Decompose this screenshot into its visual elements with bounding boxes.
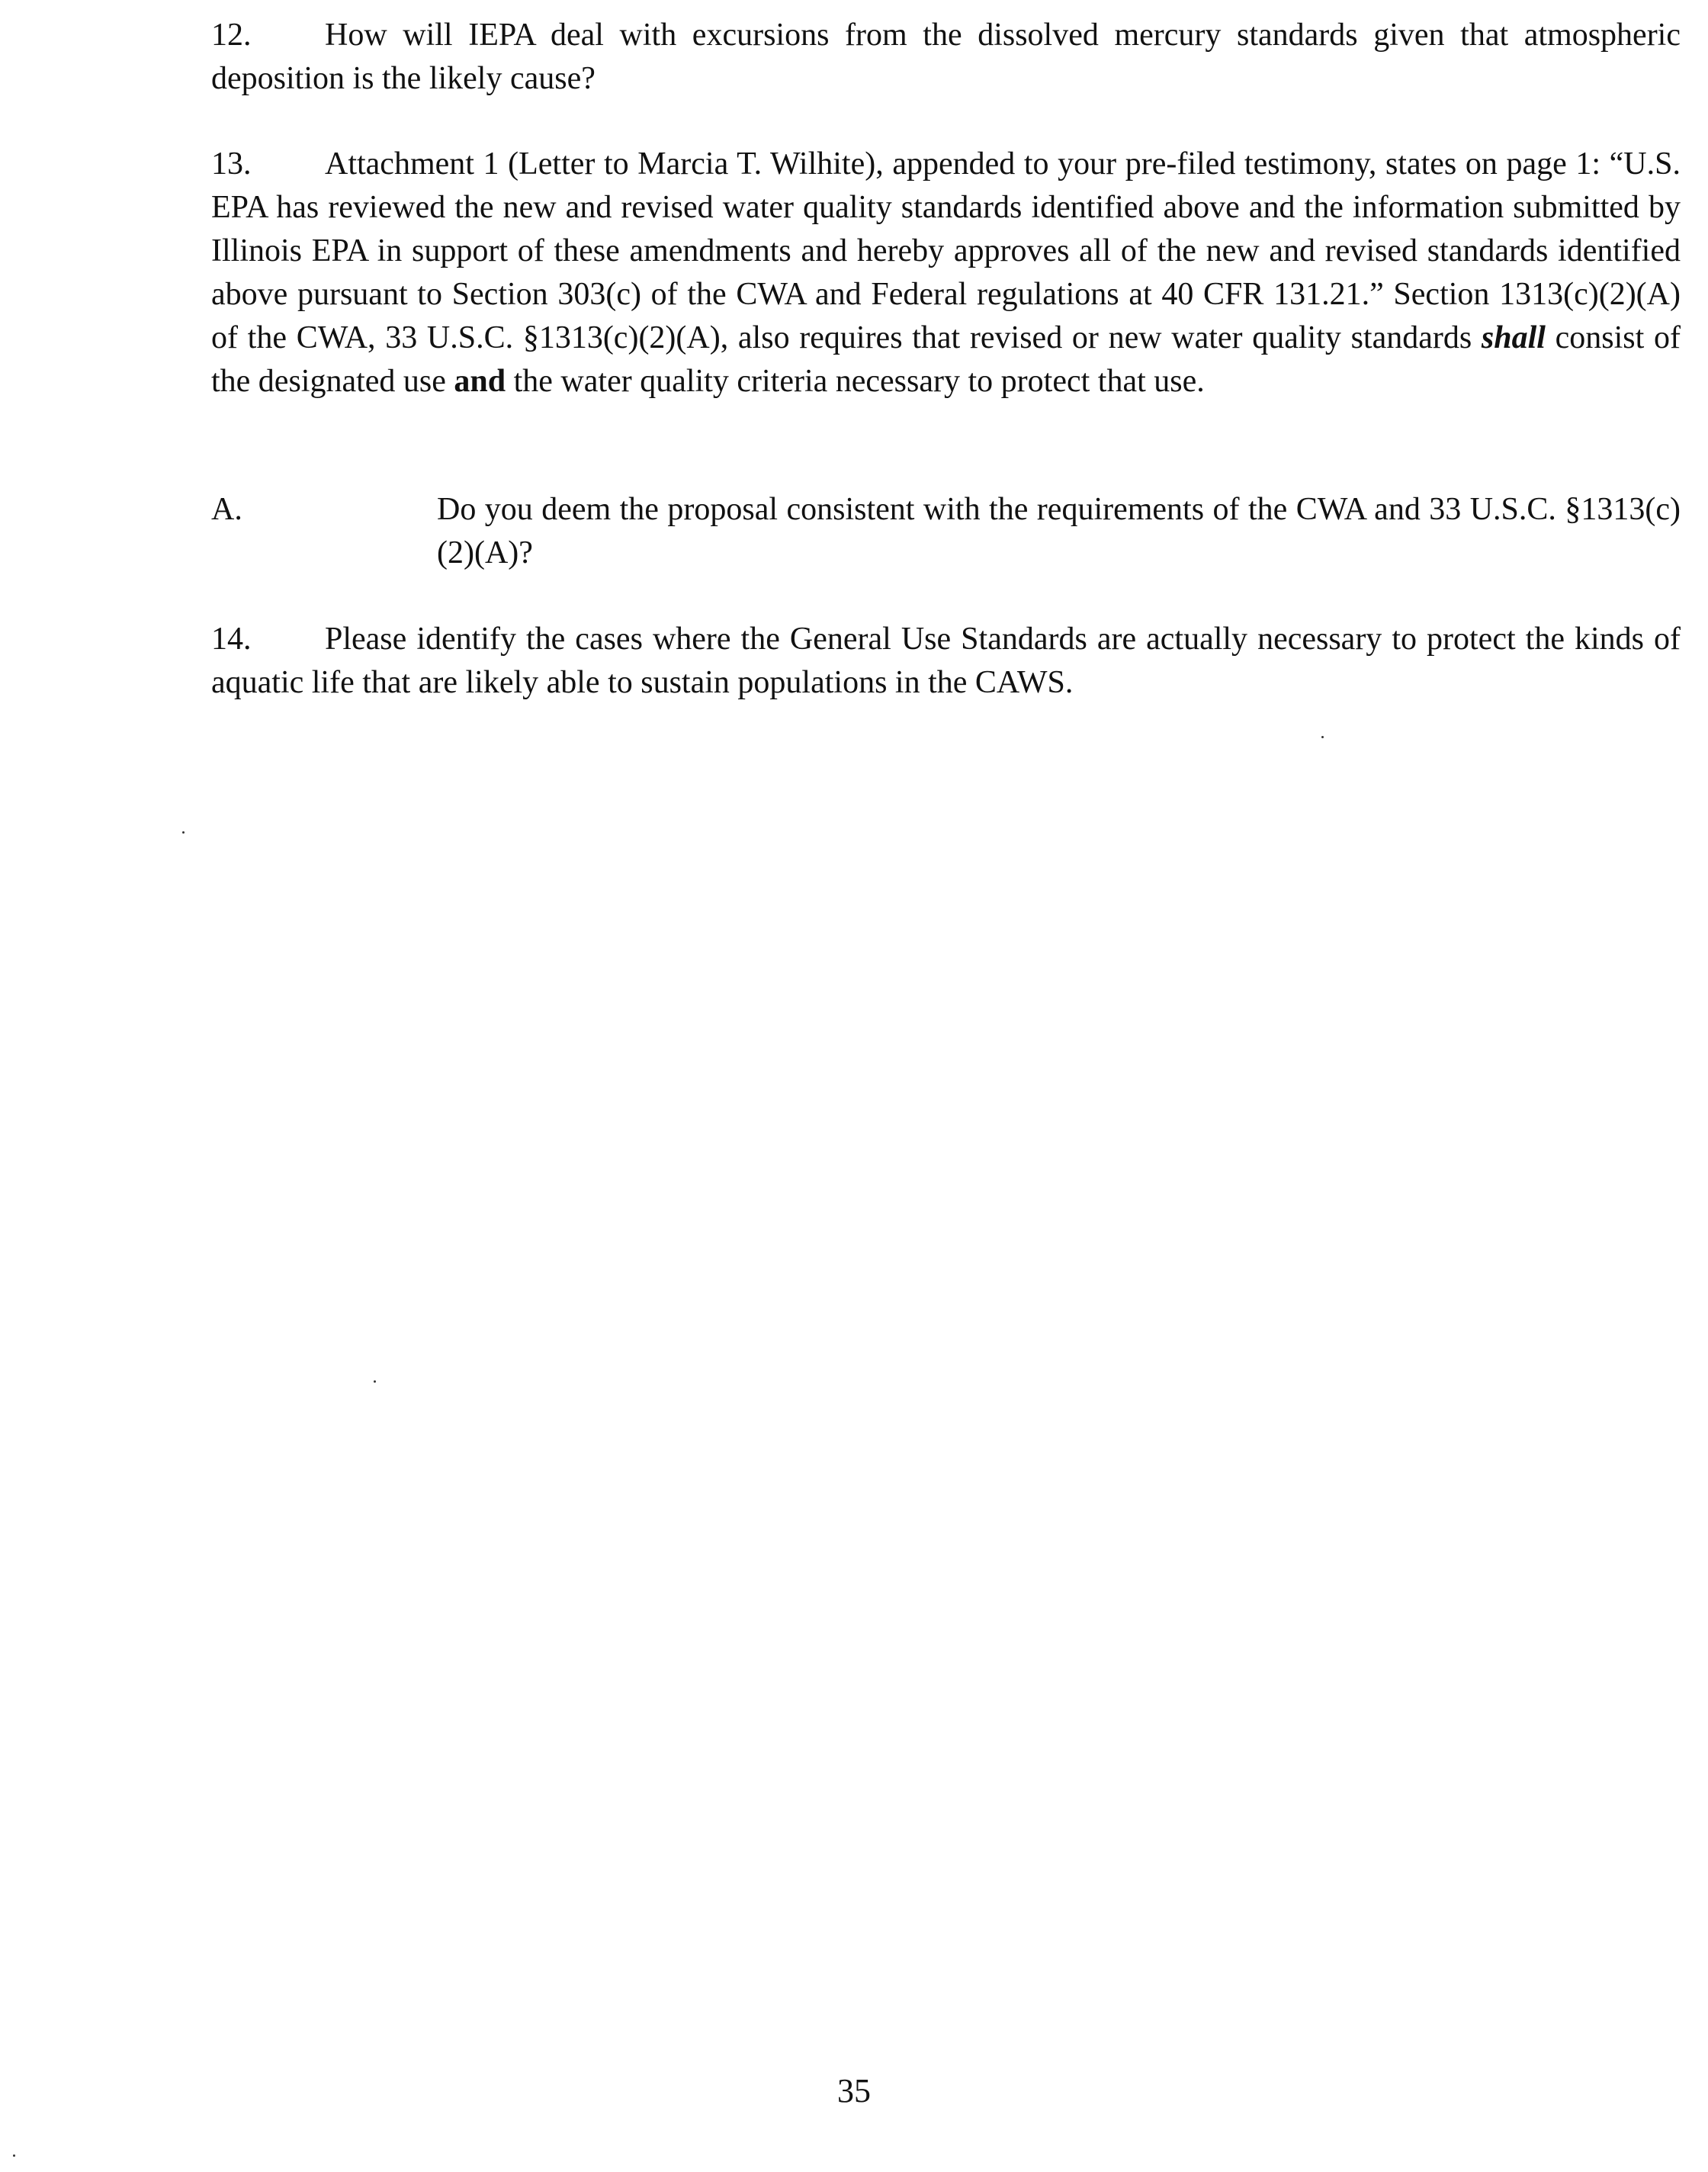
question-14	[211, 618, 1681, 705]
question-13-number: 13.	[211, 146, 252, 182]
scan-speck	[13, 2154, 15, 2157]
question-13	[211, 143, 1681, 403]
question-12-text: How will IEPA deal with excursions from the dissolved mercury standards given that atmospheric deposition is the likely cause?	[211, 18, 1681, 96]
page-number: 35	[837, 2072, 871, 2109]
question-13-text-part1: Attachment 1 (Letter to Marcia T. Wilhite), appended to your pre-filed testimony, states on page 1: “U.S. EPA has reviewed the new and revised water quality standards identified above and the information submitted by Illinois EPA in support of these amendments and hereby approves all of the new and revised standards identified above pursuant to Section 303(c) of the CWA and Federal regulations at 40 CFR 131.21.” Section 1313(c)(2)(A) of the CWA, 33 U.S.C. §1313(c)(2)(A), also requires that revised or new water quality standards	[211, 146, 1681, 355]
question-12-number: 12.	[211, 18, 252, 53]
question-14-number: 14.	[211, 622, 252, 657]
question-14-text: Please identify the cases where the General Use Standards are actually necessary to protect the kinds of aquatic life that are likely able to sustain populations in the CAWS.	[211, 622, 1681, 700]
question-13-emphasis-and: and	[454, 364, 506, 399]
question-12	[211, 14, 1681, 101]
question-13-subitem-a	[211, 488, 1681, 575]
scan-speck	[374, 1380, 376, 1383]
question-13-emphasis-shall: shall	[1481, 320, 1546, 355]
scan-speck	[182, 831, 185, 834]
question-13a-text: Do you deem the proposal consistent with the requirements of the CWA and 33 U.S.C. §1313(c)(2)(A)?	[437, 492, 1681, 570]
question-13-text-part2: consist of the designated use	[211, 320, 1681, 399]
scan-speck	[1321, 736, 1324, 738]
question-13a-hanging-block	[211, 488, 1681, 575]
question-13a-letter: A.	[211, 492, 242, 527]
question-13-text-part3: the water quality criteria necessary to protect that use.	[506, 364, 1205, 399]
